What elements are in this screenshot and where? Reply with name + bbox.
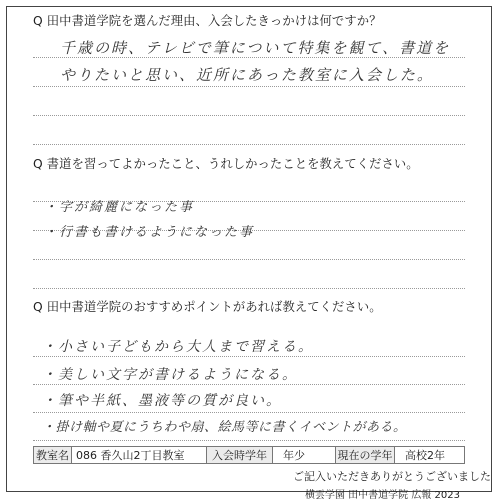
handwritten-answer-line: ・美しい文字が書けるようになる。 — [42, 367, 298, 383]
answer-rule — [33, 259, 465, 260]
question-reason: Q 田中書道学院を選んだ理由、入会したきっかけは何ですか？ — [33, 14, 382, 28]
classroom-label: 教室名 — [34, 447, 72, 463]
handwritten-answer-line: ・行書も書けるようになった事 — [44, 225, 255, 240]
handwritten-answer-line: ・掛け軸や夏にうちわや扇、絵馬等に書くイベントがある。 — [42, 420, 407, 435]
handwritten-answer-line: ・小さい子どもから大人まで習える。 — [42, 339, 314, 355]
question-benefits: Q 書道を習ってよかったこと、うれしかったことを教えてください。 — [33, 157, 419, 171]
handwritten-answer-line: 千歳の時、テレビで筆について特集を観て、書道を — [60, 39, 451, 57]
join-grade-label: 入会時学年 — [207, 447, 273, 463]
join-grade-value: 年少 — [273, 447, 336, 463]
answer-rule — [33, 144, 465, 145]
handwritten-answer-line: ・字が綺麗になった事 — [44, 200, 195, 215]
thanks-note: ご記入いただきありがとうございました — [293, 470, 491, 483]
answer-rule — [33, 412, 465, 413]
footer-info-table — [33, 446, 465, 464]
current-grade-label: 現在の学年 — [336, 447, 395, 463]
current-grade-value: 高校2年 — [405, 449, 445, 462]
answer-rule — [33, 115, 465, 116]
handwritten-answer-line: やりたいと思い、近所にあった教室に入会した。 — [60, 66, 434, 84]
answer-rule — [33, 288, 465, 289]
answer-rule — [33, 384, 465, 385]
handwritten-answer-line: ・筆や半紙、墨液等の質が良い。 — [42, 393, 282, 409]
question-recommend: Q 田中書道学院のおすすめポイントがあれば教えてください。 — [33, 300, 382, 314]
answer-rule — [33, 440, 465, 441]
publisher-credit: 横雲学園 田中書道学院 広報 2023 — [305, 490, 460, 501]
answer-rule — [33, 86, 465, 87]
classroom-value: 086 香久山2丁目教室 — [72, 447, 207, 463]
answer-rule — [33, 356, 465, 357]
